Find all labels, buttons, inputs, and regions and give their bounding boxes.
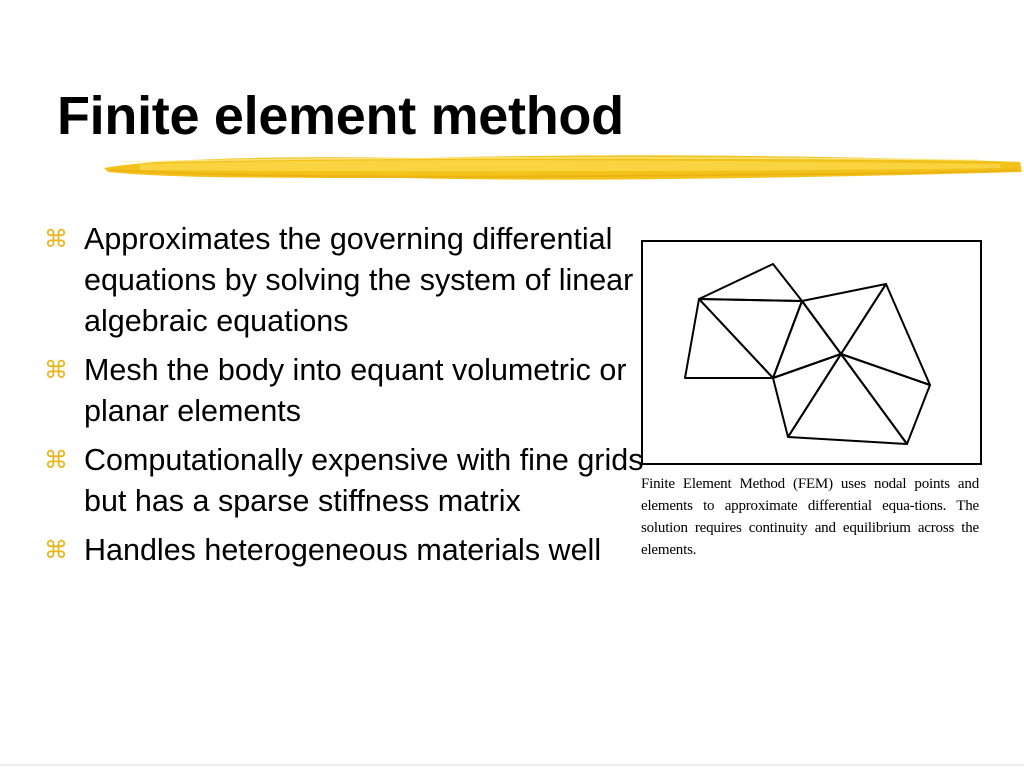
- command-key-icon: ⌘: [44, 446, 68, 474]
- bullet-list: [44, 219, 644, 579]
- bullet-text: Mesh the body into equant volumetric or planar elements: [84, 353, 627, 428]
- command-key-icon: ⌘: [44, 356, 68, 384]
- command-key-icon: ⌘: [44, 225, 68, 253]
- bullet-text: Handles heterogeneous materials well: [84, 533, 602, 567]
- bullet-item: [44, 219, 644, 342]
- mesh-element: [699, 299, 802, 378]
- title-highlight-stroke: [100, 148, 1024, 188]
- bullet-item: [44, 530, 644, 571]
- footer-divider: [0, 764, 1024, 766]
- bullet-text: Computationally expensive with fine grids but has a sparse stiffness matrix: [84, 443, 644, 518]
- bullet-text: Approximates the governing differential equations by solving the system of linear algebraic equations: [84, 222, 634, 338]
- command-key-icon: ⌘: [44, 536, 68, 564]
- bullet-item: [44, 350, 644, 432]
- finite-element-mesh-diagram: [643, 242, 980, 463]
- mesh-element: [685, 299, 773, 378]
- mesh-element: [699, 264, 802, 301]
- bullet-item: [44, 440, 644, 522]
- mesh-element: [841, 354, 930, 444]
- mesh-element: [788, 354, 907, 444]
- mesh-figure: [641, 240, 982, 465]
- figure-caption: Finite Element Method (FEM) uses nodal points and elements to approximate differential equa-tions. The solution requires continuity and equilibrium across the elements.: [641, 476, 979, 558]
- slide-title: Finite element method: [57, 86, 624, 146]
- mesh-element: [773, 354, 841, 437]
